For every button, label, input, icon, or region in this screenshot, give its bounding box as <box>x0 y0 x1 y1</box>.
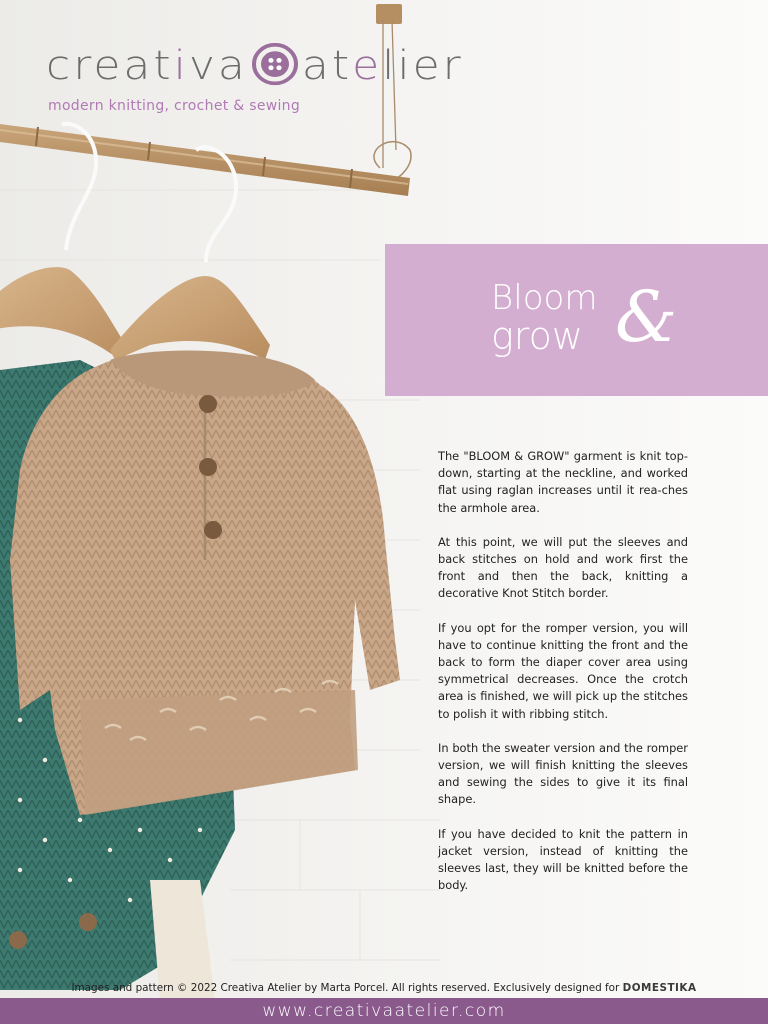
title-banner <box>385 244 768 396</box>
title-line-bloom: Bloom <box>491 278 598 318</box>
sponsor-logo: DOMESTIKA <box>622 982 697 994</box>
brand-tagline: modern knitting, crochet & sewing <box>48 98 301 114</box>
description-paragraph: At this point, we will put the sleeves and back stitches on hold and work first the front and then the back, knitting a decorative Knot Stitch border. <box>438 534 688 601</box>
title-ampersand: & <box>615 276 678 358</box>
title-line-grow: grow <box>491 314 583 358</box>
description-paragraph: If you opt for the romper version, you will have to continue knitting the front and the back to form the diaper cover area using symmetrical decreases. Once the crotch area is finished, we will pick up the stitches to polish it with ribbing stitch. <box>438 620 688 721</box>
website-link[interactable]: www.creativaatelier.com <box>262 1001 506 1021</box>
description-paragraph: The "BLOOM & GROW" garment is knit top-down, starting at the neckline, and worked flat using raglan increases until it rea-ches the armhole area. <box>438 449 688 515</box>
brand-header <box>46 38 586 118</box>
footer-bar <box>0 998 768 1024</box>
brand-logo-text: creativa atelier <box>46 42 464 89</box>
copyright-line <box>0 982 768 998</box>
pattern-title <box>491 280 597 356</box>
copyright-text: Images and pattern © 2022 Creativa Atelier by Marta Porcel. All rights reserved. Exclusively designed for <box>71 982 620 994</box>
button-icon <box>252 43 298 85</box>
description-paragraph: If you have decided to knit the pattern in jacket version, instead of knitting the sleeves last, they will be knitted before the body. <box>438 826 688 893</box>
description-paragraph: In both the sweater version and the romper version, we will finish knitting the sleeves and sewing the sides to give it its final shape. <box>438 740 688 807</box>
pattern-description <box>438 448 688 911</box>
